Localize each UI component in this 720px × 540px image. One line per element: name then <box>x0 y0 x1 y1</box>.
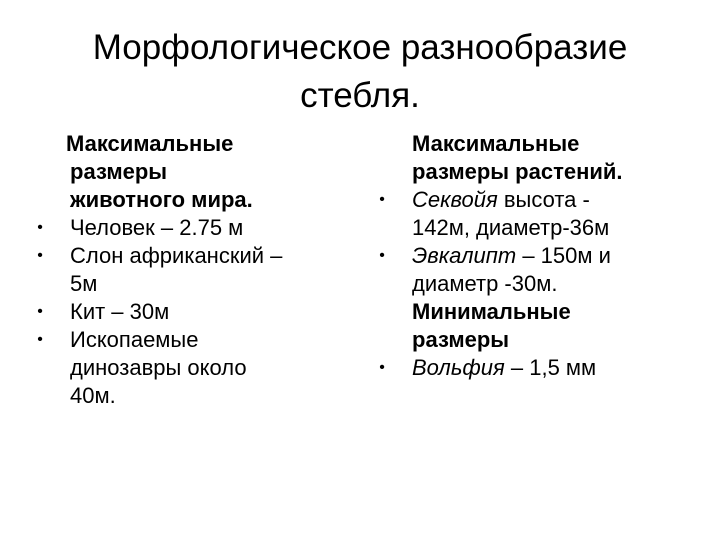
list-item-text: Ископаемые <box>70 327 199 352</box>
list-item-text: 142м, диаметр-36м <box>412 215 610 240</box>
bullet-icon: • <box>37 303 43 320</box>
plant-detail: – 150м и <box>516 243 611 268</box>
list-item-text: Кит – 30м <box>70 299 170 324</box>
plant-name: Эвкалипт <box>412 243 517 268</box>
right-heading-max-line-1: Максимальные <box>412 131 580 156</box>
list-item <box>30 326 350 410</box>
slide-title-line-2: стебля. <box>300 76 420 115</box>
list-item <box>372 186 702 242</box>
list-item-text: Слон африканский – <box>70 243 283 268</box>
plant-name: Вольфия <box>412 355 505 380</box>
list-item <box>372 242 702 298</box>
bullet-icon: • <box>37 219 43 236</box>
bullet-icon: • <box>379 247 385 264</box>
list-item-text: диаметр -30м. <box>412 271 558 296</box>
plant-detail: высота - <box>497 187 590 212</box>
list-item-text <box>412 186 702 214</box>
right-heading-min-line-2: размеры <box>412 327 510 352</box>
list-item-text: динозавры около <box>70 355 247 380</box>
list-item <box>30 242 350 298</box>
list-item <box>30 214 350 242</box>
list-item <box>30 298 350 326</box>
list-item-text <box>412 354 702 382</box>
bullet-icon: • <box>37 331 43 348</box>
right-column <box>372 130 702 382</box>
left-heading <box>30 130 350 214</box>
list-item-text: 40м. <box>70 383 116 408</box>
list-item <box>372 354 702 382</box>
right-heading-min <box>372 298 702 354</box>
bullet-icon: • <box>37 247 43 264</box>
bullet-icon: • <box>379 359 385 376</box>
slide-title <box>30 24 690 120</box>
right-heading-min-line-1: Минимальные <box>412 299 571 324</box>
left-heading-line-3: животного мира. <box>70 187 253 212</box>
left-heading-line-2: размеры <box>70 159 168 184</box>
plant-name: Секвойя <box>412 187 498 212</box>
bullet-icon: • <box>379 191 385 208</box>
right-heading-max <box>372 130 702 186</box>
left-heading-line-1: Максимальные <box>66 131 234 156</box>
right-heading-max-line-2: размеры растений. <box>412 159 623 184</box>
slide-title-line-1: Морфологическое разнообразие <box>92 28 628 67</box>
left-column <box>30 130 350 410</box>
plant-detail: – 1,5 мм <box>504 355 597 380</box>
list-item-text: 5м <box>70 271 98 296</box>
list-item-text: Человек – 2.75 м <box>70 215 244 240</box>
list-item-text <box>412 242 702 270</box>
